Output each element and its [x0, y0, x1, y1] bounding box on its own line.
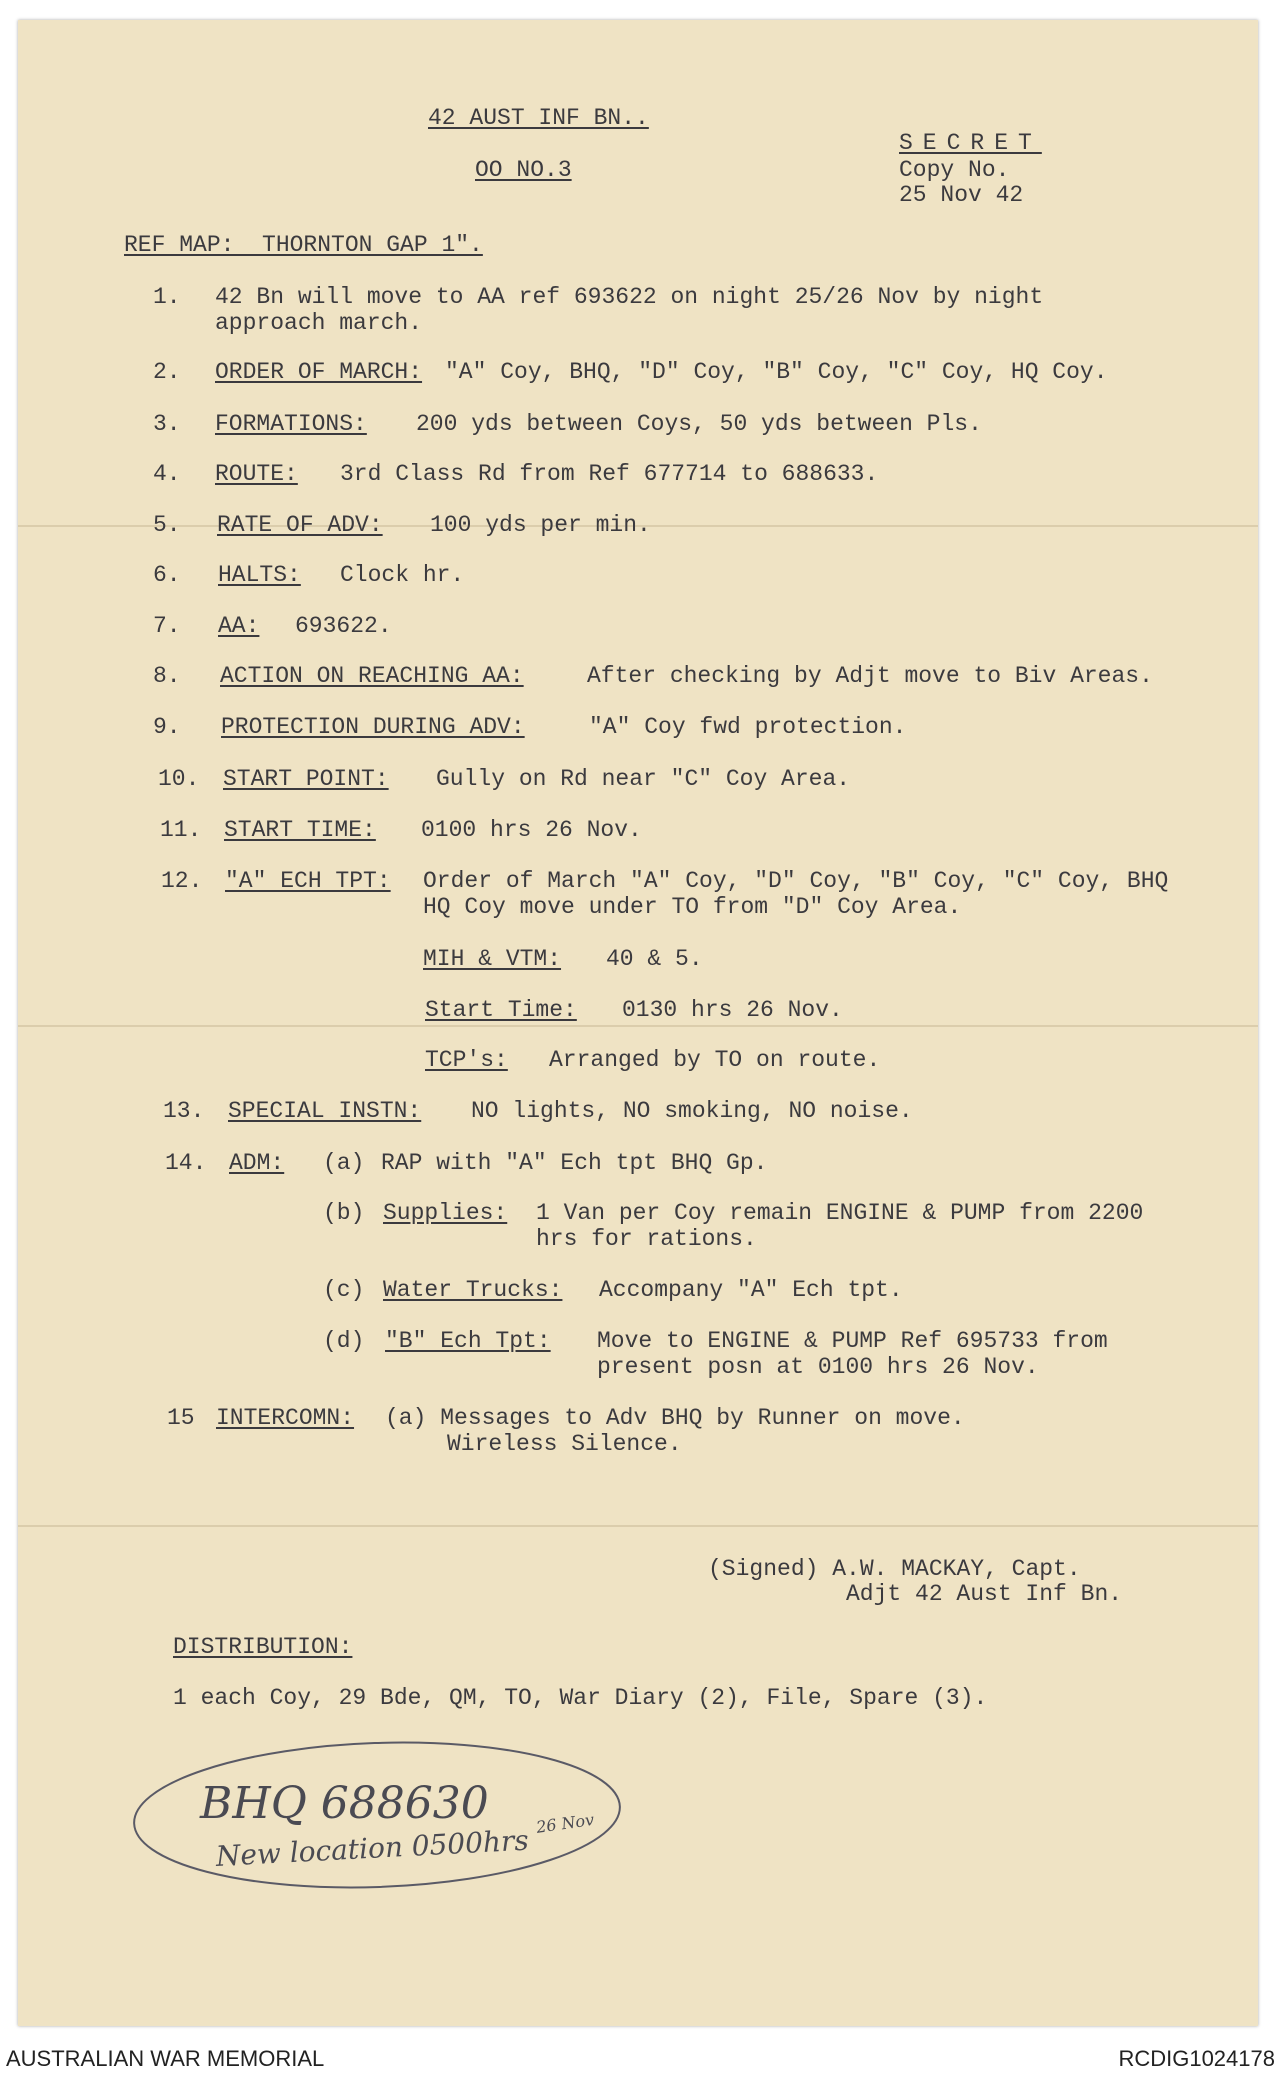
fold-line: [18, 1525, 1258, 1527]
item-label: PROTECTION DURING ADV:: [221, 714, 525, 740]
item-label: INTERCOMN:: [216, 1405, 355, 1431]
document-page: [18, 20, 1258, 2026]
item-number: 15: [167, 1405, 195, 1431]
sub-text: Arranged by TO on route.: [549, 1047, 881, 1073]
item-number: 4.: [153, 461, 181, 487]
item-label: RATE OF ADV:: [217, 512, 383, 538]
item-text: (a) Messages to Adv BHQ by Runner on move.: [385, 1405, 965, 1431]
sub-text: RAP with "A" Ech tpt BHQ Gp.: [381, 1150, 768, 1176]
item-number: 10.: [158, 766, 200, 792]
item-text-cont: Wireless Silence.: [447, 1431, 682, 1457]
item-text: Gully on Rd near "C" Coy Area.: [436, 766, 851, 792]
item-number: 12.: [161, 868, 203, 894]
item-number: 13.: [163, 1098, 205, 1124]
sub-text: 40 & 5.: [606, 946, 703, 972]
item-text: After checking by Adjt move to Biv Areas.: [587, 663, 1153, 689]
order-number: OO NO.3: [475, 157, 572, 183]
item-number: 2.: [153, 359, 181, 385]
item-text-cont: approach march.: [215, 310, 423, 336]
sub-text-cont: hrs for rations.: [536, 1226, 757, 1252]
item-text: 0100 hrs 26 Nov.: [421, 817, 642, 843]
item-label: ACTION ON REACHING AA:: [220, 663, 524, 689]
handwritten-date: 26 Nov: [535, 1809, 596, 1837]
item-number: 14.: [165, 1150, 207, 1176]
item-label: ROUTE:: [215, 461, 298, 487]
sub-text-cont: present posn at 0100 hrs 26 Nov.: [597, 1354, 1039, 1380]
item-text: 42 Bn will move to AA ref 693622 on night 25/26 Nov by night: [215, 284, 1044, 310]
item-label: HALTS:: [218, 562, 301, 588]
item-number: 1.: [153, 284, 181, 310]
handwritten-bhq: BHQ 688630: [200, 1778, 489, 1829]
footer-source: AUSTRALIAN WAR MEMORIAL: [6, 2046, 325, 2071]
sub-text: 0130 hrs 26 Nov.: [622, 997, 843, 1023]
sub-letter: (d): [323, 1328, 365, 1354]
item-text: 3rd Class Rd from Ref 677714 to 688633.: [340, 461, 879, 487]
item-text: "A" Coy, BHQ, "D" Coy, "B" Coy, "C" Coy, HQ Coy.: [445, 359, 1108, 385]
signature-title: Adjt 42 Aust Inf Bn.: [846, 1581, 1123, 1607]
order-date: 25 Nov 42: [899, 182, 1024, 208]
item-label: START POINT:: [223, 766, 389, 792]
item-text: 100 yds per min.: [430, 512, 651, 538]
item-label: ADM:: [229, 1150, 285, 1176]
item-number: 9.: [153, 714, 181, 740]
copy-number: Copy No.: [899, 157, 1010, 183]
item-number: 11.: [160, 817, 202, 843]
sub-label: MIH & VTM:: [423, 946, 562, 972]
sub-text: Accompany "A" Ech tpt.: [599, 1277, 903, 1303]
footer-record-id: RCDIG1024178: [1118, 2046, 1275, 2071]
sub-text: 1 Van per Coy remain ENGINE & PUMP from 2200: [536, 1200, 1144, 1226]
sub-label: TCP's:: [425, 1047, 508, 1073]
item-text: Order of March "A" Coy, "D" Coy, "B" Coy, "C" Coy, BHQ: [423, 868, 1169, 894]
sub-label: "B" Ech Tpt:: [385, 1328, 551, 1354]
item-number: 7.: [153, 613, 181, 639]
sub-label: Supplies:: [383, 1200, 508, 1226]
item-label: FORMATIONS:: [215, 411, 367, 437]
item-label: AA:: [218, 613, 260, 639]
sub-letter: (c): [323, 1277, 365, 1303]
signature-name: (Signed) A.W. MACKAY, Capt.: [708, 1556, 1081, 1582]
handwritten-new-location: New location 0500hrs: [215, 1823, 530, 1873]
item-text: Clock hr.: [340, 562, 465, 588]
item-label: SPECIAL INSTN:: [228, 1098, 422, 1124]
unit-title: 42 AUST INF BN..: [428, 105, 649, 131]
item-text: 200 yds between Coys, 50 yds between Pls.: [416, 411, 982, 437]
item-label: ORDER OF MARCH:: [215, 359, 423, 385]
sub-text: Move to ENGINE & PUMP Ref 695733 from: [597, 1328, 1108, 1354]
item-text: NO lights, NO smoking, NO noise.: [471, 1098, 913, 1124]
item-label: "A" ECH TPT:: [225, 868, 391, 894]
sub-letter: (a): [323, 1150, 365, 1176]
item-number: 3.: [153, 411, 181, 437]
item-number: 6.: [153, 562, 181, 588]
distribution-list: 1 each Coy, 29 Bde, QM, TO, War Diary (2), File, Spare (3).: [173, 1685, 988, 1711]
item-number: 8.: [153, 663, 181, 689]
item-text-cont: HQ Coy move under TO from "D" Coy Area.: [423, 894, 962, 920]
sub-letter: (b): [323, 1200, 365, 1226]
item-text: 693622.: [295, 613, 392, 639]
sub-label: Start Time:: [425, 997, 577, 1023]
secret-mark: SECRET: [899, 130, 1042, 156]
item-text: "A" Coy fwd protection.: [589, 714, 907, 740]
distribution-heading: DISTRIBUTION:: [173, 1634, 353, 1660]
item-number: 5.: [153, 512, 181, 538]
item-label: START TIME:: [224, 817, 376, 843]
sub-label: Water Trucks:: [383, 1277, 563, 1303]
reference-map: REF MAP: THORNTON GAP 1".: [124, 232, 483, 258]
fold-line: [18, 1025, 1258, 1027]
